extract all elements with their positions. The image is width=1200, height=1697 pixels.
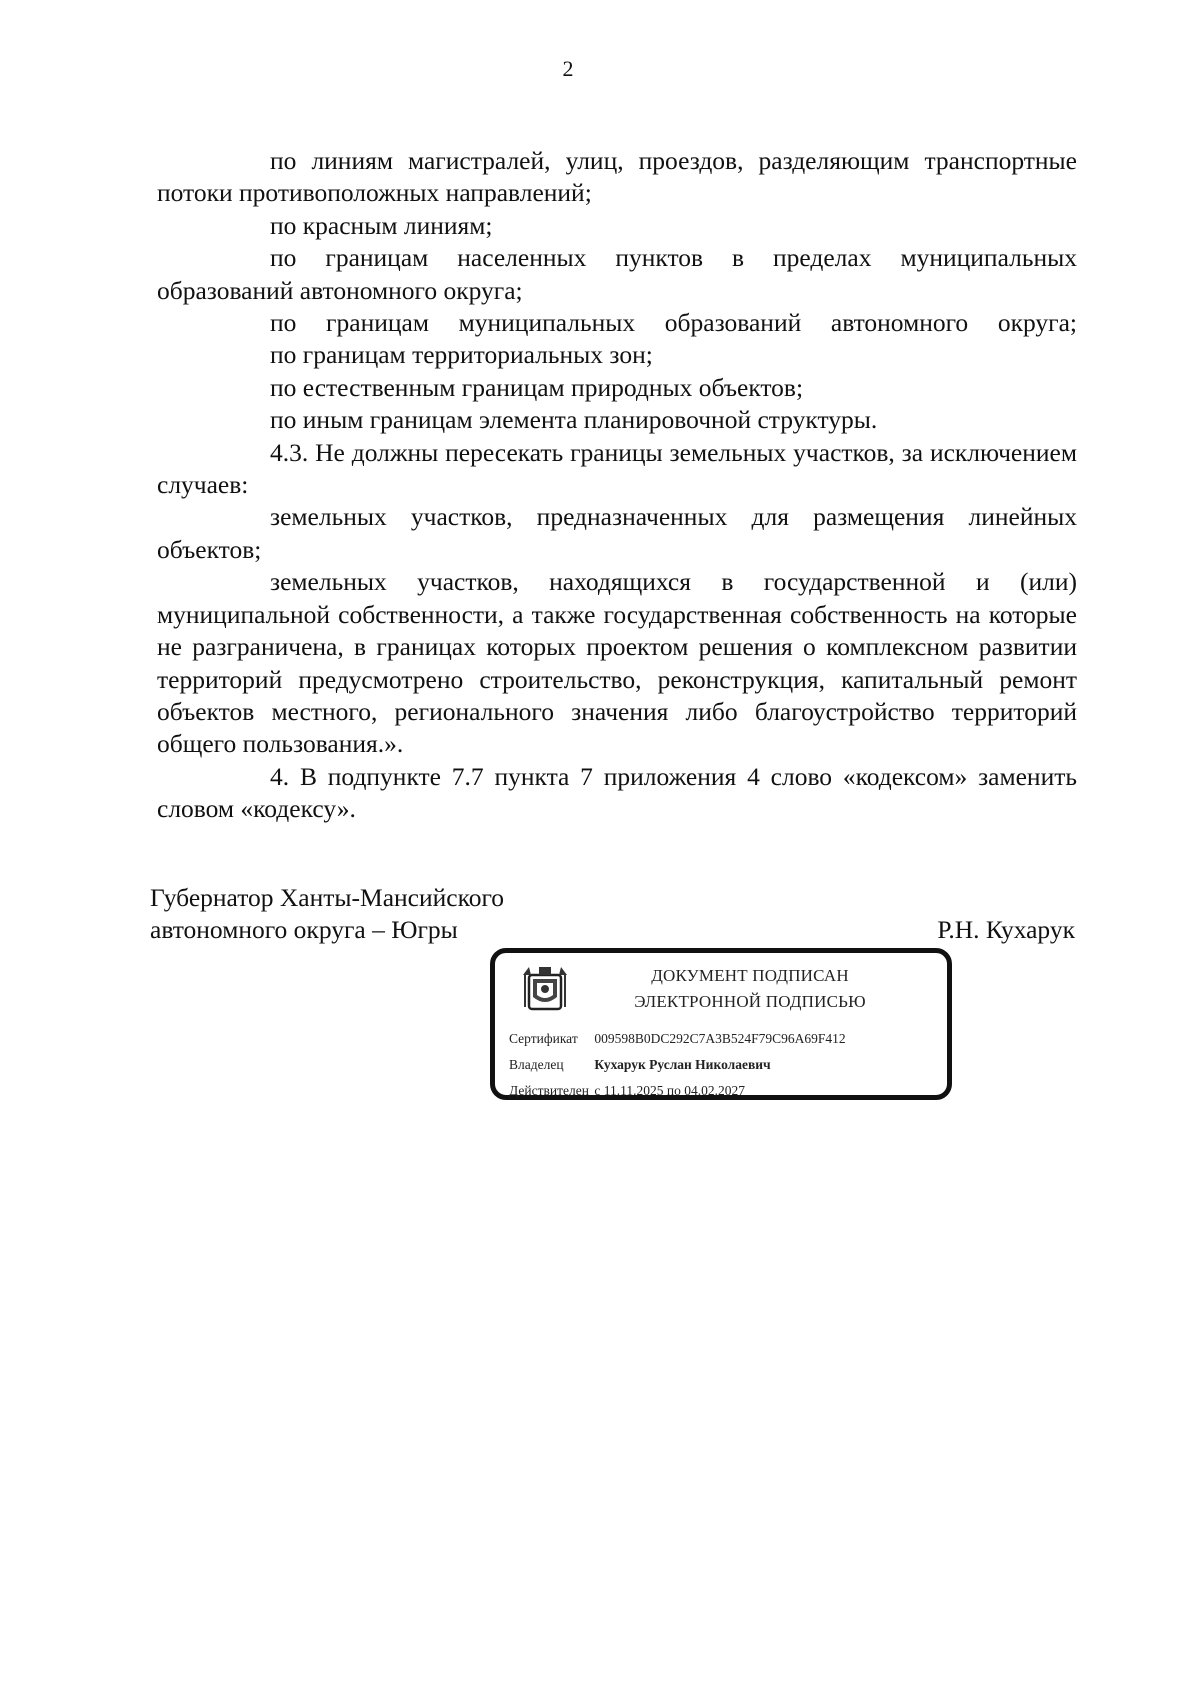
paragraph-linear-objects: земельных участков, предназначенных для размещения линейных объектов; (157, 502, 1077, 564)
electronic-signature-stamp (490, 948, 952, 1100)
document-body (157, 145, 1077, 826)
stamp-title-line-2: ЭЛЕКТРОННОЙ ПОДПИСЬЮ (634, 992, 866, 1011)
paragraph-line-boundaries: по линиям магистралей, улиц, проездов, разделяющим транспортные потоки противоположных направлений; (157, 146, 1077, 208)
paragraph-state-property: земельных участков, находящихся в государственной и (или) муниципальной собственности, а также государственная собственность на которые не разграничена, в границах которых проектом решения о комплексном развитии территорий предусмотрено строительство, реконструкция, капитальный ремонт объектов местного, регионального значения либо благоустройство территорий общего пользования.». (157, 567, 1077, 759)
validity-value: с 11.11.2025 по 04.02.2027 (594, 1083, 745, 1098)
owner-value: Кухарук Руслан Николаевич (594, 1057, 771, 1072)
stamp-certificate-row (509, 1031, 846, 1047)
owner-label: Владелец (509, 1057, 564, 1072)
paragraph-other-boundaries: по иным границам элемента планировочной структуры. (270, 405, 878, 435)
paragraph-clause-4: 4. В подпункте 7.7 пункта 7 приложения 4 слово «кодексом» заменить словом «кодексу». (157, 761, 1077, 824)
stamp-title (585, 963, 915, 1015)
stamp-validity-row (509, 1083, 745, 1099)
paragraph-clause-4-3: 4.3. Не должны пересекать границы земельных участков, за исключением случаев: (157, 437, 1077, 500)
signatory-position-line-1: Губернатор Ханты-Мансийского (150, 883, 505, 912)
coat-of-arms-icon (519, 961, 571, 1013)
certificate-label: Сертификат (509, 1031, 578, 1046)
page-number: 2 (562, 56, 574, 81)
signatory-position-line-2: автономного округа – Югры (150, 915, 458, 944)
validity-label: Действителен (509, 1083, 589, 1098)
signatory-name: Р.Н. Кухарук (937, 915, 1075, 944)
stamp-owner-row (509, 1057, 771, 1073)
paragraph-municipal-boundaries: по границам муниципальных образований автономного округа; (270, 308, 1077, 338)
paragraph-settlement-boundaries: по границам населенных пунктов в пределах муниципальных образований автономного округа; (157, 243, 1077, 305)
paragraph-territorial-zones: по границам территориальных зон; (270, 340, 653, 370)
stamp-title-line-1: ДОКУМЕНТ ПОДПИСАН (651, 966, 849, 985)
certificate-value: 009598B0DC292C7A3B524F79C96A69F412 (594, 1031, 846, 1046)
paragraph-natural-boundaries: по естественным границам природных объектов; (270, 372, 804, 402)
paragraph-red-lines: по красным линиям; (270, 210, 493, 240)
signatory-position (150, 882, 504, 946)
